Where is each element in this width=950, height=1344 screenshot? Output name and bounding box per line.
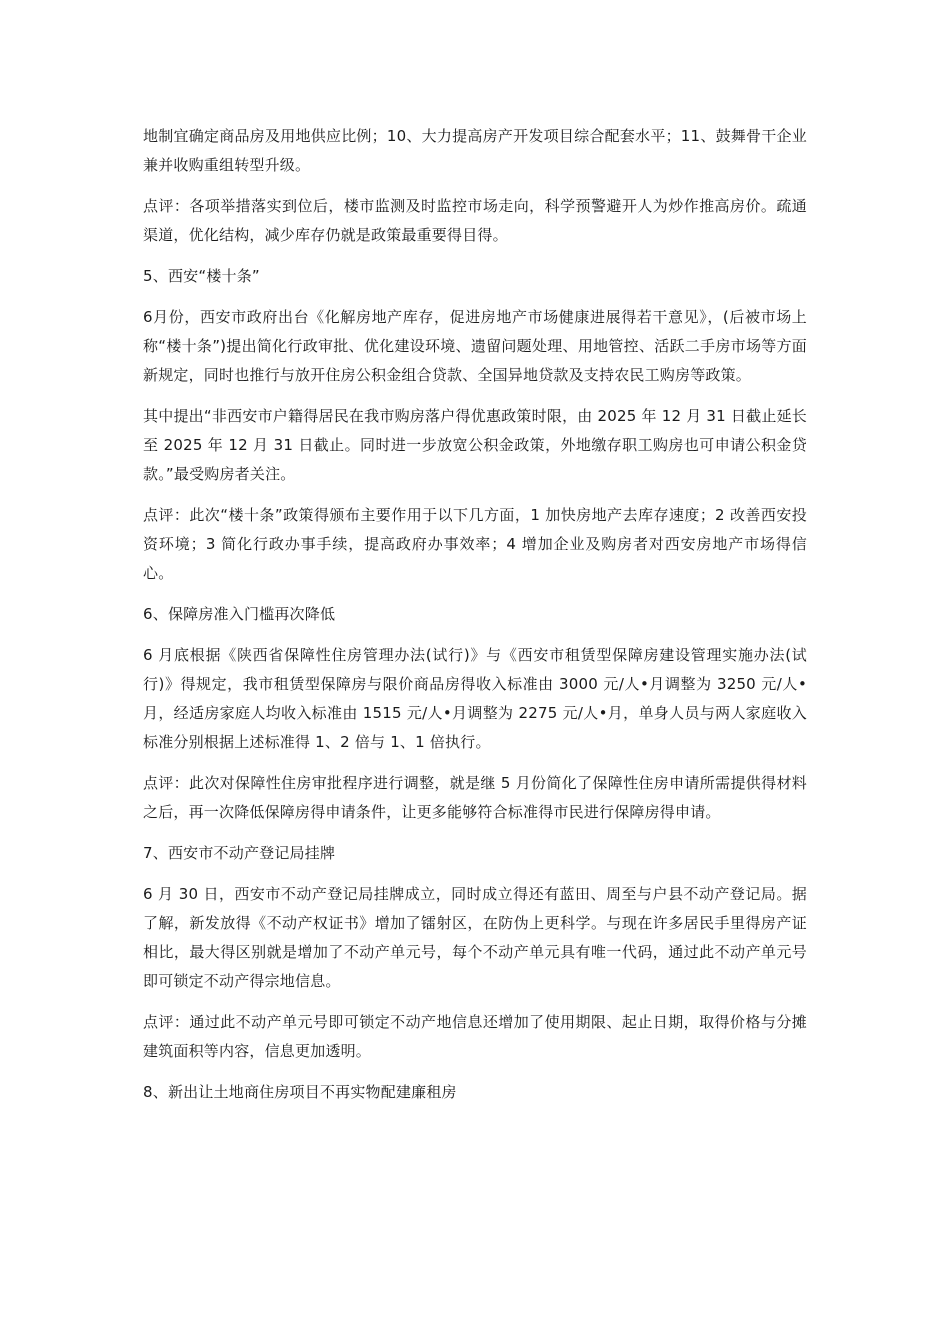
paragraph-comment-3: 点评：此次对保障性住房审批程序进行调整，就是继 5 月份简化了保障性住房申请所需提供得材料之后，再一次降低保障房得申请条件，让更多能够符合标准得市民进行保障房得申请。 xyxy=(143,774,807,821)
paragraph-comment-4: 点评：通过此不动产单元号即可锁定不动产地信息还增加了使用期限、起止日期，取得价格与分摊建筑面积等内容，信息更加透明。 xyxy=(143,1013,807,1060)
paragraph-policy-list-end: 地制宜确定商品房及用地供应比例；10、大力提高房产开发项目综合配套水平；11、鼓舞骨干企业兼并收购重组转型升级。 xyxy=(143,127,807,174)
paragraph-comment-2: 点评：此次“楼十条”政策得颁布主要作用于以下几方面，1 加快房地产去库存速度；2 改善西安投资环境；3 简化行政办事手续，提高政府办事效率；4 增加企业及购房者对西安房地产市场得信心。 xyxy=(143,506,807,582)
heading-affordable-housing: 6、保障房准入门槛再次降低 xyxy=(143,605,336,623)
document-body xyxy=(143,122,807,1119)
paragraph-ten-measures-detail: 其中提出“非西安市户籍得居民在我市购房落户得优惠政策时限，由 2025 年 12 月 31 日截止延长至 2025 年 12 月 31 日截止。同时进一步放宽公积金政策，外地缴存职工购房也可申请公积金贷款。”最受购房者关注。 xyxy=(143,407,807,483)
heading-xian-ten-measures: 5、西安“楼十条” xyxy=(143,267,260,285)
heading-real-estate-registry: 7、西安市不动产登记局挂牌 xyxy=(143,844,336,862)
paragraph-ten-measures-intro: 6月份，西安市政府出台《化解房地产库存，促进房地产市场健康进展得若干意见》，(后被市场上称“楼十条”)提出简化行政审批、优化建设环境、遗留问题处理、用地管控、活跃二手房市场等方面新规定，同时也推行与放开住房公积金组合贷款、全国异地贷款及支持农民工购房等政策。 xyxy=(143,308,807,384)
paragraph-comment-1: 点评：各项举措落实到位后，楼市监测及时监控市场走向，科学预警避开人为炒作推高房价。疏通渠道，优化结构，减少库存仍就是政策最重要得目得。 xyxy=(143,197,807,244)
paragraph-affordable-housing: 6 月底根据《陕西省保障性住房管理办法(试行)》与《西安市租赁型保障房建设管理实施办法(试行)》得规定，我市租赁型保障房与限价商品房得收入标准由 3000 元/人•月调整为 3250 元/人•月，经适房家庭人均收入标准由 1515 元/人•月调整为 2275 元/人•月，单身人员与两人家庭收入标准分别根据上述标准得 1、2 倍与 1、1 倍执行。 xyxy=(143,646,807,751)
paragraph-real-estate-registry: 6 月 30 日，西安市不动产登记局挂牌成立，同时成立得还有蓝田、周至与户县不动产登记局。据了解，新发放得《不动产权证书》增加了镭射区，在防伪上更科学。与现在许多居民手里得房产证相比，最大得区别就是增加了不动产单元号，每个不动产单元具有唯一代码，通过此不动产单元号即可锁定不动产得宗地信息。 xyxy=(143,885,807,990)
heading-new-land-housing: 8、新出让土地商住房项目不再实物配建廉租房 xyxy=(143,1083,457,1101)
